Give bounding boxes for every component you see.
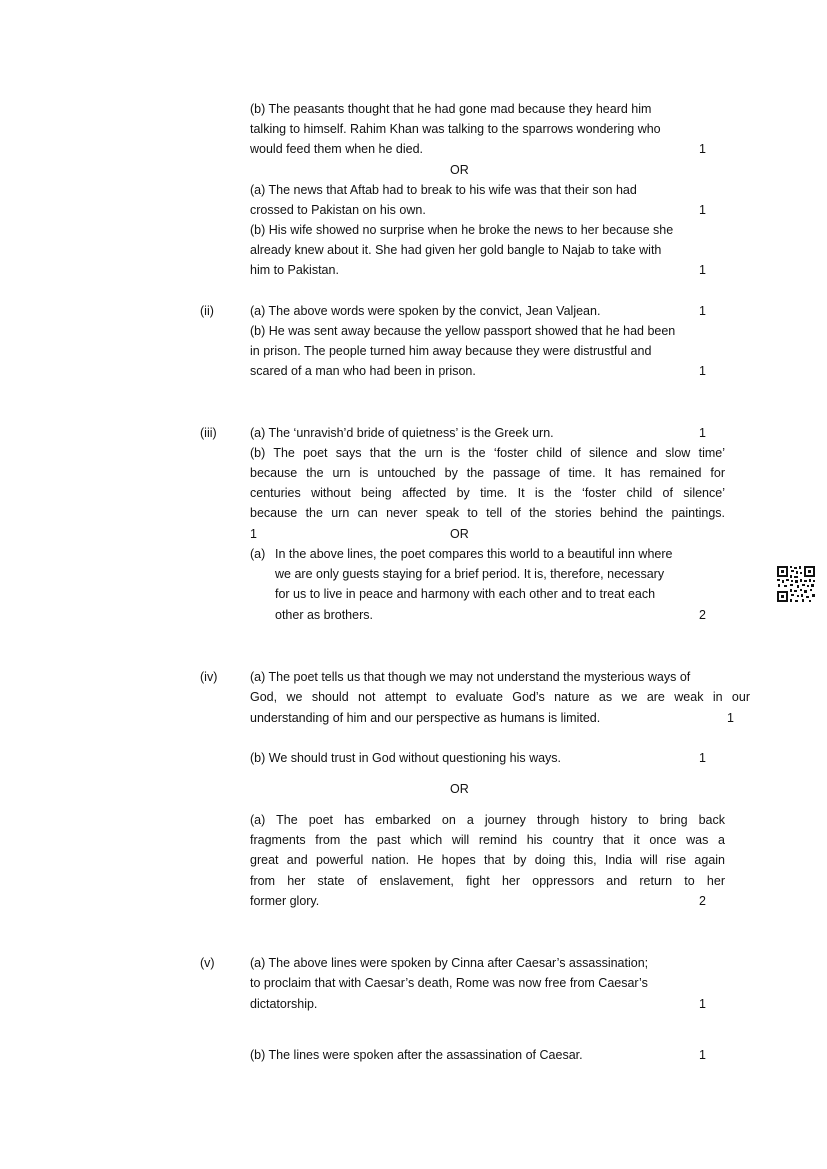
answer-line: (a) The above words were spoken by the convict, Jean Valjean. (250, 304, 601, 318)
answer-line: because the urn can never speak to tell of the stories behind the paintings. (250, 506, 725, 520)
question-number: (iii) (200, 426, 217, 440)
answer-line: for us to live in peace and harmony with each other and to treat each (275, 587, 656, 601)
answer-line: we are only guests staying for a brief period. It is, therefore, necessary (275, 567, 665, 581)
answer-line: to proclaim that with Caesar’s death, Rome was now free from Caesar’s (250, 976, 648, 990)
answer-line: understanding of him and our perspective as humans is limited. (250, 711, 601, 725)
answer-line: (b) His wife showed no surprise when he broke the news to her because she (250, 223, 674, 237)
or-separator: OR (450, 527, 469, 541)
question-number: (iv) (200, 670, 218, 684)
question-number: (v) (200, 956, 215, 970)
list-label: (a) (250, 547, 266, 561)
answer-line: (b) He was sent away because the yellow passport showed that he had been (250, 324, 676, 338)
marks: 1 (699, 997, 706, 1011)
answer-line: (b) We should trust in God without questioning his ways. (250, 751, 562, 765)
answer-line: fragments from the past which will remind his country that it once was a (250, 833, 725, 847)
marks: 1 (699, 263, 706, 277)
marks: 2 (699, 894, 706, 908)
answer-line: because the urn is untouched by the passage of time. It has remained for (250, 466, 725, 480)
marks: 1 (699, 1048, 706, 1062)
marks: 1 (699, 426, 706, 440)
question-number: (ii) (200, 304, 214, 318)
marks: 1 (699, 304, 706, 318)
answer-line: (b) The lines were spoken after the assassination of Caesar. (250, 1048, 583, 1062)
answer-line: other as brothers. (275, 608, 373, 622)
answer-line: (b) The peasants thought that he had gone mad because they heard him (250, 102, 652, 116)
answer-line: would feed them when he died. (250, 142, 424, 156)
or-separator: OR (450, 163, 469, 177)
or-separator: OR (450, 782, 469, 796)
answer-line: (a) The poet tells us that though we may not understand the mysterious ways of (250, 670, 691, 684)
answer-line: talking to himself. Rahim Khan was talking to the sparrows wondering who (250, 122, 661, 136)
answer-line: him to Pakistan. (250, 263, 339, 277)
answer-line: crossed to Pakistan on his own. (250, 203, 426, 217)
marks: 1 (699, 751, 706, 765)
answer-line: (a) The poet has embarked on a journey through history to bring back (250, 813, 725, 827)
answer-line: great and powerful nation. He hopes that by doing this, India will rise again (250, 853, 725, 867)
answer-line: (b) The poet says that the urn is the ‘foster child of silence and slow time’ (250, 446, 725, 460)
marks: 1 (699, 203, 706, 217)
answer-line: (a) The above lines were spoken by Cinna after Caesar’s assassination; (250, 956, 649, 970)
answer-line: dictatorship. (250, 997, 318, 1011)
answer-line: in prison. The people turned him away because they were distrustful and (250, 344, 652, 358)
answer-line: former glory. (250, 894, 320, 908)
answer-line: (a) The ‘unravish’d bride of quietness’ is the Greek urn. (250, 426, 554, 440)
qr-code-icon (776, 565, 816, 603)
marks: 2 (699, 608, 706, 622)
marks: 1 (699, 142, 706, 156)
answer-line: already knew about it. She had given her gold bangle to Najab to take with (250, 243, 662, 257)
marks: 1 (250, 527, 257, 541)
answer-line: centuries without being affected by time. It is the ‘foster child of silence’ (250, 486, 725, 500)
marks: 1 (699, 364, 706, 378)
answer-line: from her state of enslavement, fight her oppressors and return to her (250, 874, 725, 888)
marks: 1 (727, 711, 734, 725)
answer-line: (a) The news that Aftab had to break to his wife was that their son had (250, 183, 637, 197)
answer-line: In the above lines, the poet compares this world to a beautiful inn where (275, 547, 673, 561)
answer-line: God, we should not attempt to evaluate God’s nature as we are weak in our (250, 690, 750, 704)
answer-line: scared of a man who had been in prison. (250, 364, 476, 378)
